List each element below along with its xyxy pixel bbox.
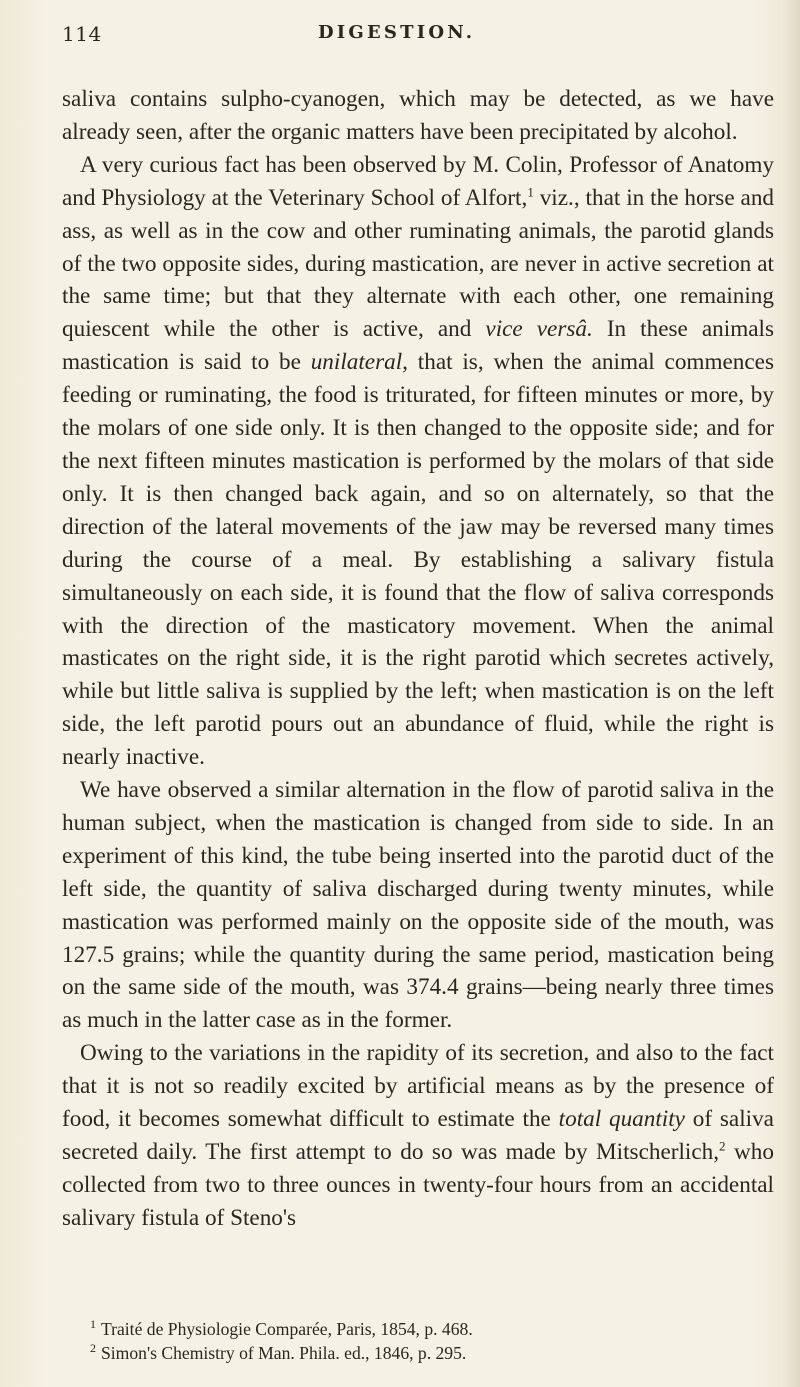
- footnote-reference: 2: [719, 1138, 726, 1154]
- footnote-mark: 1: [90, 1317, 96, 1332]
- paragraph: [62, 1037, 774, 1234]
- page-header: [62, 22, 772, 52]
- footnote: [62, 1341, 774, 1365]
- footnote-reference: 1: [527, 183, 534, 199]
- paragraph-text: A very curious fact has been observed by M. Colin, Professor of Anatomy and Physiology at the Veterinary School of Alfort,: [62, 151, 774, 211]
- footnote-text: Simon's Chemistry of Man. Phila. ed., 1846, p. 295.: [101, 1343, 467, 1363]
- paragraph: [62, 774, 774, 1037]
- paragraph-text: saliva contains sulpho-cyanogen, which may be detected, as we have already seen, after the organic matters have been precipitated by alcohol.: [62, 86, 774, 145]
- paragraph: [62, 83, 774, 149]
- italic-text: unilateral,: [310, 349, 408, 376]
- footnote-text: Traité de Physiologie Comparée, Paris, 1854, p. 468.: [101, 1319, 473, 1339]
- paragraph-text: Owing to the variations in the rapidity of its secretion, and also to the fact that it is not so readily excited by artificial means as by the presence of food, it becomes somewhat difficult to estimate the: [62, 1040, 774, 1133]
- page-number: 114: [62, 22, 102, 46]
- paragraph: [62, 149, 774, 774]
- page-edge-shadow: [782, 0, 800, 1387]
- paragraph-text: viz., that in the horse and ass, as well as in the cow and other ruminating animals, the parotid glands of the two opposite sides, during mastication, are never in active secretion at the same time; but that they alternate with each other, one remaining quiescent while the other is active, and: [62, 184, 775, 343]
- paragraph-text: We have observed a similar alternation in the flow of parotid saliva in the human subject, when the mastication is changed from side to side. In an experiment of this kind, the tube being inserted into the parotid duct of the left side, the quantity of saliva discharged during twenty minutes, while mastication was performed mainly on the opposite side of the mouth, was 127.5 grains; while the quantity during the same period, mastication being on the same side of the mouth, was 374.4 grains—being nearly three times as much in the latter case as in the former.: [62, 777, 774, 1034]
- paragraph-text: In these animals mastication is said to be: [62, 316, 774, 376]
- paragraph-text: who collected from two to three ounces in twenty-four hours from an accidental salivary fistula of Steno's: [62, 1139, 774, 1231]
- paragraph-text: of saliva secreted daily. The first attempt to do so was made by Mitscherlich,: [62, 1106, 774, 1165]
- footnote-mark: 2: [90, 1341, 96, 1356]
- footnotes: [62, 1317, 774, 1365]
- footnote: [62, 1317, 774, 1341]
- italic-text: vice versâ.: [485, 316, 593, 343]
- italic-text: total quantity: [558, 1106, 685, 1133]
- running-title: DIGESTION.: [318, 22, 476, 43]
- body-text: [62, 83, 774, 1235]
- paragraph-text: that is, when the animal commences feeding or ruminating, the food is triturated, for fifteen minutes or more, by the molars of one side only. It is then changed to the opposite side; and for the next fifteen minutes mastication is performed by the molars of that side only. It is then changed back again, and so on alternately, so that the direction of the lateral movements of the jaw may be reversed many times during the course of a meal. By establishing a salivary fistula simultaneously on each side, it is found that the flow of saliva corresponds with the direction of the masticatory movement. When the animal masticates on the right side, it is the right parotid which secretes actively, while but little saliva is supplied by the left; when mastication is on the left side, the left parotid pours out an abundance of fluid, while the right is nearly inactive.: [62, 349, 774, 771]
